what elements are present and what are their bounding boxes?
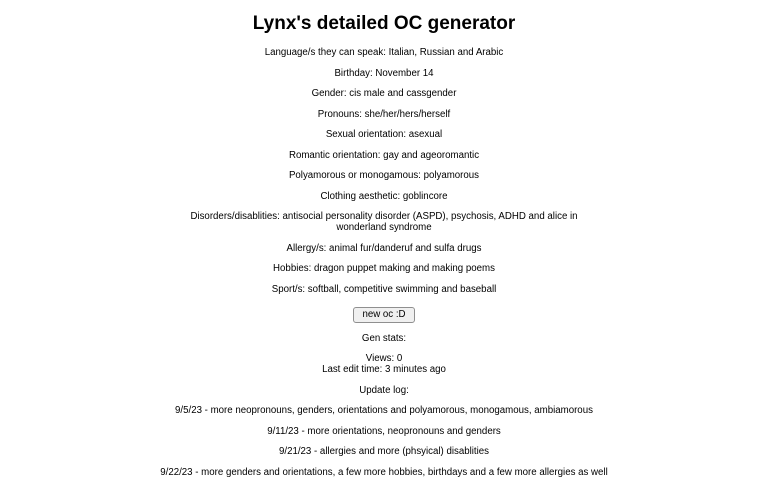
- update-log-entry: 9/22/23 - more genders and orientations, a few more hobbies, birthdays and a few more allergies as well: [160, 466, 608, 478]
- update-log-entry: 9/21/23 - allergies and more (phsyical) disablities: [279, 446, 489, 457]
- last-edit-time: Last edit time: 3 minutes ago: [322, 364, 446, 375]
- update-log-heading: Update log:: [359, 384, 409, 396]
- oc-field-languages: Language/s they can speak: Italian, Russian and Arabic: [264, 47, 504, 58]
- update-log-entry: 9/11/23 - more orientations, neopronouns and genders: [267, 425, 501, 437]
- oc-field-poly-mono: Polyamorous or monogamous: polyamorous: [288, 170, 480, 181]
- oc-field-pronouns: Pronouns: she/her/hers/herself: [317, 108, 451, 120]
- oc-field-gender: Gender: cis male and cassgender: [311, 88, 457, 99]
- oc-field-allergies: Allergy/s: animal fur/danderuf and sulfa drugs: [286, 242, 482, 254]
- oc-field-sports: Sport/s: softball, competitive swimming and baseball: [271, 283, 497, 295]
- oc-field-sexual-orientation: Sexual orientation: asexual: [325, 129, 443, 140]
- oc-field-clothing: Clothing aesthetic: goblincore: [320, 190, 448, 202]
- views-count: Views: 0: [365, 353, 403, 364]
- oc-field-romantic-orientation: Romantic orientation: gay and ageoromantic: [288, 149, 480, 161]
- oc-field-hobbies: Hobbies: dragon puppet making and making poems: [273, 263, 495, 274]
- generate-button-row: [0, 304, 768, 323]
- oc-field-disorders: Disorders/disablities: antisocial personality disorder (ASPD), psychosis, ADHD and alice in wonderland syndrome: [190, 211, 578, 233]
- update-log-entry: 9/5/23 - more neopronouns, genders, orientations and polyamorous, monogamous, ambiamorous: [175, 405, 593, 416]
- new-oc-button[interactable]: new oc :D: [353, 307, 414, 323]
- page-title: Lynx's detailed OC generator: [252, 13, 516, 34]
- gen-stats-heading: Gen stats:: [361, 332, 407, 344]
- oc-field-birthday: Birthday: November 14: [334, 67, 434, 79]
- gen-stats-values: [0, 353, 768, 375]
